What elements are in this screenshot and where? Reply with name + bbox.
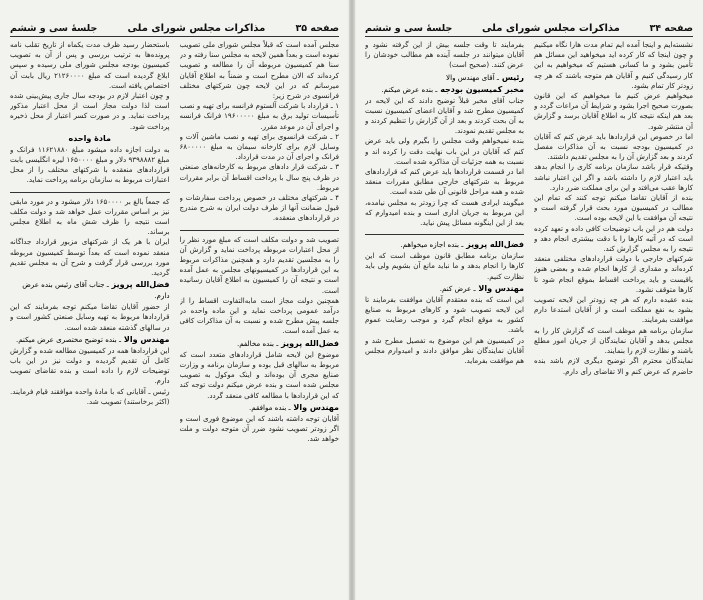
body-paragraph: این است که بنده معتقدم آقایان موافقت بفرمایند تا این لایحه تصویب شود و کارهای مربوط به صنایع کشور به موقع انجام گیرد و موجب رضایت عموم باشد. [365,294,524,335]
body-paragraph: که جمعاً بالغ بر ۱۶۵۰۰۰۰ دلار میشود و در مورد مابقی نیز بر اساس مقررات عمل خواهد شد و دولت مکلف است نتیجه را ظرف شش ماه به اطلاع مجلس برساند. [10,196,170,237]
speaker-name: فضل‌الله پرویز [466,240,524,250]
right-page-left-column [365,40,524,590]
body-paragraph: باستحضار رسید ظرف مدت یکماه از تاریخ تقلب نامه پرونده‌ها به ترتیب بررسی و پس از آن به تصویب کمیسیون بودجه مجلس شورای ملی رسیده و سپس ابلاغ گردیده است که مبلغ ۲۱۲۶۰۰۰۰ ریال بابت آن اختصاص یافته است. [10,40,170,90]
right-page-columns [365,40,693,590]
body-paragraph: سازمان برنامه مطابق قانون موظف است که این کارها را انجام بدهد و ما نباید مانع آن بشویم ولی باید نظارت کنیم. [365,251,524,281]
speaker-name: فضل‌الله پرویز [111,280,170,290]
body-paragraph: در کمیسیون هم این موضوع به تفصیل مطرح شد و آقایان نمایندگان نظر موافق دادند و امیدوارم مجلس هم موافقت بفرماید. [365,335,524,366]
section-divider [365,234,524,235]
speaker-remark: ـ بنده توضیح مختصری عرض میکنم. [15,334,122,344]
speaker-line [365,72,524,83]
body-paragraph: تصویب شد و دولت مکلف است که مبلغ مورد نظر را از محل اعتبارات مربوطه پرداخت نماید و گزارش آن را به مجلسین تقدیم دارد و همچنین مذاکرات مربوط به این قراردادها در کمیسیونهای مجلس به عمل آمده است و نتیجه آن را کمیسیون به اطلاع آقایان رسانیده است. [179,234,339,295]
speaker-name: مهندس والا [478,283,524,293]
speaker-line [10,279,170,301]
body-paragraph: این قراردادها همه در کمیسیون مطالعه شده و گزارش کامل آن تقدیم گردیده و دولت نیز در این باب توضیحات لازم را داده است و بنده تقاضای تصویب دارم. [10,345,170,386]
body-paragraph: ۱ ـ قرارداد با شرکت آلستوم فرانسه برای تهیه و نصب تأسیسات تولید برق به مبلغ ۱۹۶۰۰۰۰۰ فرانک فرانسه و اجرای آن در موعد مقرر. [179,101,339,131]
left-page-columns [10,40,339,590]
body-paragraph: سازمان برنامه هم موظف است که گزارش کار را به مجلس بدهد و آقایان نمایندگان از جریان امور مطلع باشند و نظارت لازم را بنمایند. [534,325,693,356]
body-paragraph: نشسته‌ایم و اینجا آمده ایم تمام مدت هارا نگاه میکنیم و چون اینجا که کار کرده اید میخواهید این مسائل هم تأمین بشود و ما کسانی هستیم که میخواهیم به این کار رسیدگی کنیم و آقایان هم متوجه باشند که هر چه زودتر کار تمام بشود. [534,40,693,90]
section-divider [180,230,340,231]
body-paragraph: بنده عقیده دارم که هر چه زودتر این لایحه تصویب بشود به نفع مملکت است و از آقایان استدعا دارم موافقت بفرمایند. [534,295,693,325]
body-paragraph: به دولت اجازه داده میشود مبلغ ۱۱۶۲۱۸۸۰ فرانک و مبلغ ۹۳۹۸۸۸۲ دلار و مبلغ ۱۶۵۰۰۰۰ لیره انگلیسی بابت قراردادهای منعقده با شرکتهای مختلف را از محل اعتبارات مربوط به سازمان برنامه پرداخت نماید. [10,144,170,185]
left-page-header [10,18,339,37]
speaker-remark: ـ بنده اجازه میخواهم. [400,240,464,250]
page-edge-shadow [355,0,357,600]
left-publication-title: مذاکرات مجلس شورای ملی [127,23,266,34]
body-paragraph: رئیس ـ آقایانی که با مادهٔ واحده موافقند قیام فرمایند. (اکثر برخاستند) تصویب شد. [10,386,170,406]
speaker-line [365,239,524,250]
speaker-line [365,84,524,95]
body-paragraph: بنده از آقایان تقاضا میکنم توجه کنند که تمام این مطالب در کمیسیون مورد بحث قرار گرفته است و نتیجه آن موافقت با این لایحه بوده است. [534,193,693,223]
speaker-line [365,283,524,294]
speaker-name: مخبر کمیسیون بودجه [440,84,524,94]
speaker-remark: ـ عرض کنم. [439,283,476,293]
speaker-name: رئیس [501,72,524,82]
speaker-name: فضل‌الله پرویز [281,338,339,348]
body-paragraph: از حضور آقایان تقاضا میکنم توجه بفرمایند که این قراردادها مربوط به تهیه وسایل صنعتی کشور است و در سالهای گذشته منعقد شده است. [10,302,170,332]
right-page-number: صفحه ۳۴ [649,23,693,34]
left-page-number: صفحه ۳۵ [295,23,339,34]
right-page [355,0,703,600]
speaker-line [180,338,340,349]
speaker-line [180,402,340,413]
body-paragraph: ۳ ـ شرکت قرار دادهای مربوط به کارخانه‌های صنعتی در ظرف پنج سال با پرداخت اقساط آن برابر مقررات مربوط. [179,162,339,192]
body-paragraph: نمایندگان محترم اگر توضیح دیگری لازم باشد بنده حاضرم که عرض کنم و الا تقاضای رأی دارم. [534,356,693,376]
right-session-title: جلسهٔ سی و ششم [365,23,453,34]
body-paragraph: اما در قسمت قراردادها باید عرض کنم که قراردادهای مربوط به شرکتهای خارجی مطابق مقررات منعقد شده و همه مراحل قانونی آن طی شده است. [365,167,524,197]
section-divider [10,192,170,193]
speaker-remark: ـ بنده مخالفم. [236,338,279,348]
body-paragraph: وقتیکه قرار باشد سازمان برنامه کاری را انجام بدهد باید اعتبار لازم را داشته باشد و اگر این اعتبار نباشد کارها عقب می‌افتد و این برای مملکت ضرر دارد. [534,162,693,192]
body-paragraph: اما در خصوص این قراردادها باید عرض کنم که آقایان در کمیسیون بودجه نسبت به آن مذاکرات مفصل کردند و بعد گزارش آن را به مجلس تقدیم داشتند. [534,131,693,162]
body-paragraph: میخواهیم عرض کنیم ما میخواهیم که این قانون بصورت صحیح اجرا بشود و شرایط آن مراعات گردد و بعد هم اینکه نتیجه کار به اطلاع آقایان برسد و گزارش آن منتشر شود. [534,91,693,131]
speaker-name: مهندس والا [293,402,339,412]
body-paragraph: ۴ ـ شرکتهای مختلف در خصوص پرداخت سفارشات و قبول ضمانت آنها از طرف دولت ایران به شرح مندرج در قراردادهای منعقده. [179,193,339,223]
body-paragraph: همچنین دولت مجاز است مابه‌التفاوت اقساط را از درآمد عمومی پرداخت نماید و این ماده واحده در جلسه پیش مطرح شده و نسبت به آن مذاکرات کافی به عمل آمده است. [179,295,339,336]
left-page-left-column [10,40,170,590]
body-paragraph: آقایان توجه داشته باشند که این موضوع فوری است و اگر زودتر تصویب نشود ضرر آن متوجه دولت و ملت خواهد شد. [179,413,339,444]
body-paragraph: موضوع این لایحه شامل قراردادهای متعدد است که مربوط به سالهای قبل بوده و سازمان برنامه و وزارت صنایع مجری آن بوده‌اند و اینک موکول به تصویب مجلس شده است و بنده عرض میکنم دولت توجه کند که این قراردادها با مطالعه کافی منعقد گردد. [179,349,339,400]
body-paragraph: ۲ ـ شرکت فرانسوی برای تهیه و نصب ماشین آلات و وسایل لازم برای کارخانه سیمان به مبلغ ۶۸۰۰۰۰۰ فرانک و اجرای آن در مدت قرارداد. [179,131,339,162]
body-paragraph: میگویند ایرادی هست که چرا زودتر به مجلس نیامده، این مربوط به جریان اداری است و بنده امیدوارم که بعد از این اینگونه مسائل پیش نیاید. [365,197,524,228]
body-paragraph: دولت هم در این باب توضیحات کافی داده و تعهد کرده است که در آتیه کارها را با دقت بیشتری انجام دهد و نتیجه را به مجلس گزارش کند. [534,223,693,254]
body-paragraph: بنده نمیخواهم وقت مجلس را بگیرم ولی باید عرض کنم که آقایان در این باب نهایت دقت را کرده اند و نسبت به همه جزئیات آن مذاکره شده است. [365,136,524,166]
body-paragraph: ایران با هر یک از شرکتهای مزبور قرارداد جداگانه منعقد نموده است که بعداً توسط کمیسیون مربوطه مورد بررسی قرار گرفت و شرح آن به مجلس تقدیم گردید. [10,237,170,278]
speaker-remark: ـ جناب آقای رئیس بنده عرض دارم. [22,280,170,301]
speaker-remark: ـ بنده موافقم. [249,402,291,412]
speaker-remark: ـ آقای مهندس والا [446,72,500,82]
speaker-line [10,334,170,345]
right-page-header [365,18,693,37]
body-paragraph: شرکتهای خارجی با دولت قراردادهای مختلفی منعقد کرده‌اند و مقداری از کارها انجام شده و بعضی هنوز باقیست و باید پرداخت اقساط بموقع انجام شود تا کارها متوقف نشود. [534,254,693,294]
body-paragraph: جناب آقای مخبر قبلاً توضیح دادند که این لایحه در کمیسیون مطرح شد و آقایان اعضای کمیسیون نسبت به آن بحث کردند و بعد از آن گزارش را تنظیم کردند و به مجلس تقدیم نمودند. [365,95,524,136]
right-publication-title: مذاکرات مجلس شورای ملی [482,23,620,34]
speaker-name: مهندس والا [123,334,170,344]
article-heading: مادهٔ واحده [68,133,111,143]
body-paragraph: بفرمایند تا وقت جلسه بیش از این گرفته نشود و آقایان میتوانند در جلسه آینده هم مطالب خودشان را عرض کنند. (صحیح است) [365,40,524,70]
speaker-remark: ـ بنده عرض میکنم. [381,84,438,94]
body-paragraph: و چون اعتبار لازم در بودجه سال جاری پیش‌بینی شده است لذا دولت مجاز است از محل اعتبار مذکور پرداخت نماید. و در صورت کسر اعتبار از محل ذخیره پرداخت شود. [10,91,170,131]
left-session-title: جلسهٔ سی و ششم [10,23,98,34]
right-page-right-column [534,40,693,590]
body-paragraph: مجلس آمده است که قبلاً مجلس شورای ملی تصویب نموده است و بعداً همین لایحه به مجلس سنا رفته و در سنا هم کمیسیون مربوطه آن را مطالعه و تصویب کرده‌اند که الان مطرح است و ضمناً به اطلاع آقایان میرسانم که در این لایحه چون شرکتهای مختلف فرانسوی در شرح زیر: [179,40,339,101]
left-page-right-column [180,40,340,590]
left-page [0,0,349,600]
